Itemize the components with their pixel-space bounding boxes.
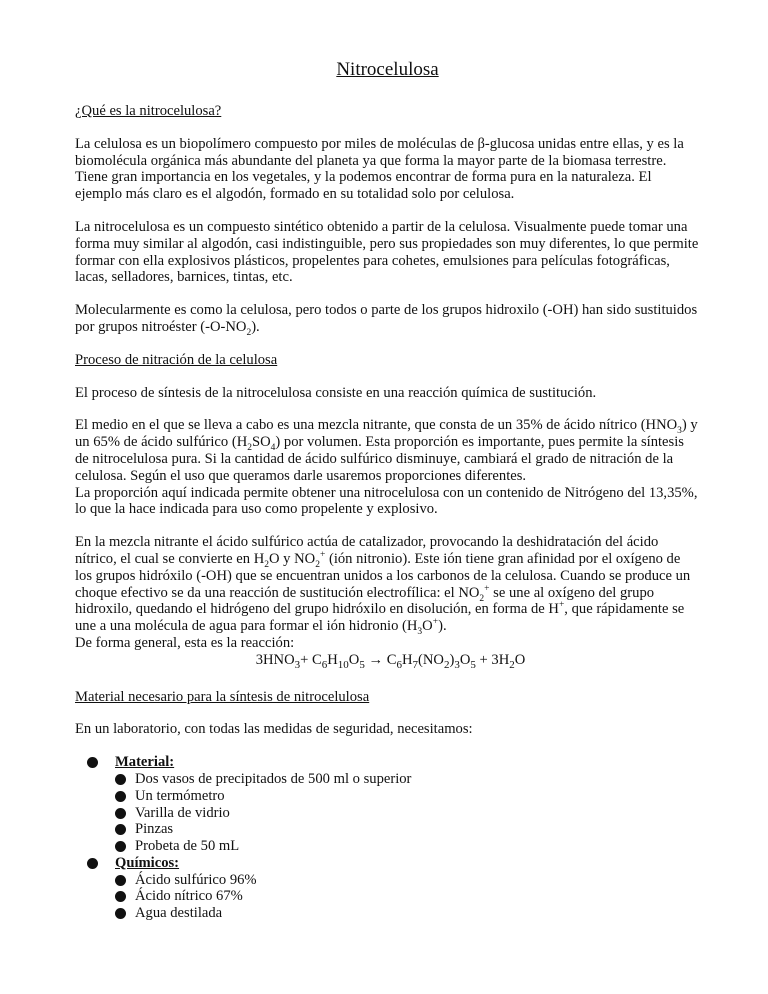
list-item-text: Un termómetro: [135, 787, 225, 804]
document-title: Nitrocelulosa: [336, 59, 439, 80]
list-item-text: Varilla de vidrio: [135, 804, 230, 821]
document-page: [75, 58, 700, 922]
list-item: [115, 888, 700, 905]
list-item: [115, 838, 700, 855]
list-item: [115, 821, 700, 838]
section-heading-material: Material necesario para la síntesis de nitrocelulosa: [75, 688, 370, 705]
bullet-icon: [115, 908, 126, 919]
paragraph-laboratorio: En un laboratorio, con todas las medidas de seguridad, necesitamos:: [75, 721, 473, 738]
list-item: [115, 905, 700, 922]
material-sublist: [115, 771, 700, 855]
section-heading-proceso: Proceso de nitración de la celulosa: [75, 351, 278, 368]
paragraph-mezcla-nitrante: El medio en el que se lleva a cabo es una mezcla nitrante, que consta de un 35% de ácido nítrico $(HNO_3)$ y un 65% de ácido sulfúrico $(H_2SO_4)$ por volumen. Esta proporción es importante, pues permite la síntesis de nitrocelulosa pura. Si la cantidad de ácido sulfúrico disminuye, cambiará el grado de nitración de la celulosa. Según el uso que queramos darle usaremos proporciones diferentes. La proporción aquí indicada permite obtener una nitrocelulosa con un contenido de Nitrógeno del 13,35%, lo que la hace indicada para uso como propelente y explosivo.: [75, 417, 698, 518]
list-item-text: Dos vasos de precipitados de 500 ml o superior: [135, 770, 412, 787]
list-item-text: Ácido nítrico 67%: [135, 888, 243, 905]
bullet-icon: [87, 757, 98, 768]
list-item-text: Ácido sulfúrico 96%: [135, 871, 257, 888]
bullet-icon: [115, 808, 126, 819]
bullet-icon: [115, 841, 126, 852]
paragraph-nitrocelulosa: La nitrocelulosa es un compuesto sintético obtenido a partir de la celulosa. Visualmente puede tomar una forma muy similar al algodón, casi indistinguible, pero sus propiedades son muy diferentes, lo que permite formar con ella explosivos plásticos, propelentes para cohetes, emulsiones para películas fotográficas, lacas, selladores, barnices, tintas, etc.: [75, 218, 699, 286]
bullet-icon: [115, 774, 126, 785]
paragraph-molecular: Molecularmente es como la celulosa, pero todos o parte de los grupos hidroxilo (-OH) han sido sustituidos por grupos nitroéster $(-O-NO_2)$.: [75, 302, 698, 338]
bullet-icon: [115, 875, 126, 886]
material-label: Material:: [115, 754, 175, 771]
list-item: [115, 771, 700, 788]
list-item: [115, 805, 700, 822]
section-heading-que-es: ¿Qué es la nitrocelulosa?: [75, 103, 222, 119]
paragraph-celulosa: La celulosa es un biopolímero compuesto por miles de moléculas de β-glucosa unidas entre ellas, y es la biomolécula orgánica más abundante del planeta ya que forma la mayor parte de la biomasa terrestre. Tiene gran importancia en los vegetales, y la podemos encontrar de forma pura en la naturaleza. El ejemplo más claro es el algodón, formado en su totalidad solo por celulosa.: [75, 135, 684, 203]
bullet-icon: [115, 891, 126, 902]
list-item-text: Pinzas: [135, 821, 174, 838]
bullet-icon: [87, 858, 98, 869]
bullet-icon: [115, 791, 126, 802]
bullet-icon: [115, 824, 126, 835]
reaction-equation: $3HNO_3+ C_6H_{10}O_5 \to C_6H_7(NO_2)_3O_5 + 3H_2O$: [255, 651, 526, 671]
list-item-material: [81, 754, 700, 855]
list-item-text: Agua destilada: [135, 905, 223, 922]
list-item: [115, 872, 700, 889]
paragraph-catalizador: En la mezcla nitrante el ácido sulfúrico actúa de catalizador, provocando la deshidratación del ácido nítrico, el cual se convierte en $H_2O$ y $NO_2^+$ (ión nitronio). Este ión tiene gran afinidad por el oxígeno de los grupos hidróxilo (-OH) que se encuentran unidos a los carbonos de la celulosa. Cuando se produce un choque efectivo se da una reacción de sustitución electrofílica: el $NO_2^+$ se une al oxígeno del grupo hidroxilo, quedando el hidrógeno del grupo hidróxilo en disolución, en forma de H+, que rápidamente se une a una molécula de agua para formar el ión hidronio $(H_3O^+)$. De forma general, esta es la reacción:: [75, 534, 691, 651]
paragraph-sintesis: El proceso de síntesis de la nitrocelulosa consiste en una reacción química de sustitución.: [75, 384, 597, 401]
quimicos-sublist: [115, 872, 700, 922]
list-item-quimicos: [81, 855, 700, 922]
materials-list: [81, 754, 700, 922]
list-item: [115, 788, 700, 805]
list-item-text: Probeta de 50 mL: [135, 838, 240, 855]
quimicos-label: Químicos:: [115, 854, 180, 871]
